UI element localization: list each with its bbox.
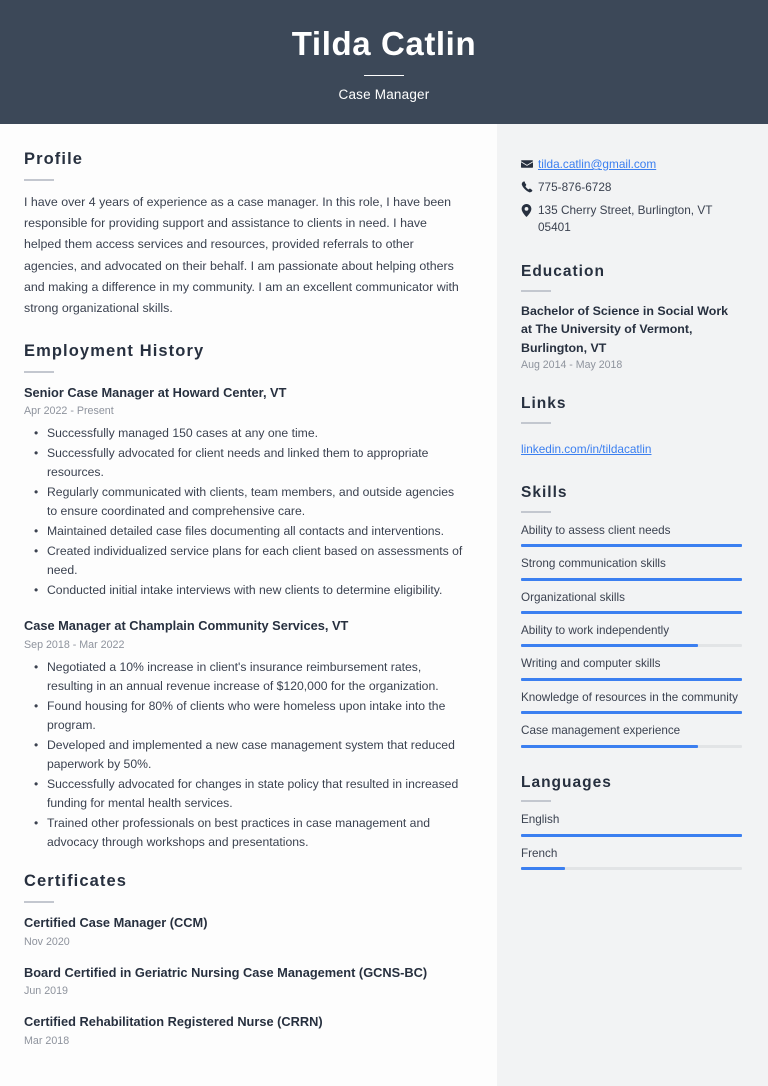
skills-heading: Skills <box>521 484 568 502</box>
bullet-item: • Regularly communicated with clients, team members, and outside agencies to ensure coordinated and comprehensive care. <box>24 483 467 521</box>
skill-item <box>521 723 742 747</box>
section-employment <box>24 342 467 853</box>
job-title: Case Manager at Champlain Community Services, VT <box>24 618 349 634</box>
skill-label: Strong communication skills <box>521 557 666 571</box>
contact-list <box>521 156 742 236</box>
education-title: Bachelor of Science in Social Work at The University of Vermont, Burlington, VT <box>521 303 729 355</box>
education-date: Aug 2014 - May 2018 <box>521 359 623 372</box>
heading-rule <box>521 422 551 424</box>
skill-bar-track <box>521 611 742 614</box>
language-item <box>521 812 742 836</box>
email-text[interactable]: tilda.catlin@gmail.com <box>538 157 657 171</box>
language-item <box>521 846 742 870</box>
contact-phone <box>521 179 742 196</box>
skill-bar-fill <box>521 611 742 614</box>
skill-bar-track <box>521 644 742 647</box>
bullet-item: • Created individualized service plans for each client based on assessments of need. <box>24 542 467 580</box>
skill-item <box>521 523 742 547</box>
employment-entry <box>24 617 467 852</box>
job-date: Apr 2022 - Present <box>24 405 114 418</box>
address-text: 135 Cherry Street, Burlington, VT 05401 <box>538 203 713 235</box>
job-bullets <box>24 658 467 852</box>
contact-address <box>521 202 742 236</box>
skill-bar-fill <box>521 544 742 547</box>
language-label: French <box>521 846 558 860</box>
skill-label: Case management experience <box>521 724 681 738</box>
map-pin-icon <box>521 202 538 217</box>
section-profile <box>24 150 467 320</box>
certificate-date: Mar 2018 <box>24 1034 70 1047</box>
skill-label: Writing and computer skills <box>521 657 661 671</box>
job-date: Sep 2018 - Mar 2022 <box>24 638 125 651</box>
skill-item <box>521 623 742 647</box>
heading-rule <box>521 511 551 513</box>
skill-bar-track <box>521 745 742 748</box>
language-bar-fill <box>521 867 565 870</box>
profile-heading: Profile <box>24 150 84 168</box>
education-heading: Education <box>521 263 605 281</box>
profile-text: I have over 4 years of experience as a case manager. In this role, I have been responsible for providing support and assistance to clients in need. I have helped them access services and resources, provided referrals to other agencies, and advocated on their behalf. I am passionate about helping others and making a difference in my community. I am an excellent communicator with strong organizational skills. <box>24 194 459 316</box>
language-bar-track <box>521 867 742 870</box>
links-heading: Links <box>521 395 567 413</box>
skill-bar-track <box>521 578 742 581</box>
skill-bar-fill <box>521 745 698 748</box>
skill-label: Ability to work independently <box>521 624 670 638</box>
employment-heading: Employment History <box>24 341 205 360</box>
skill-label: Knowledge of resources in the community <box>521 690 738 704</box>
sidebar-column <box>497 124 768 1086</box>
bullet-item: • Developed and implemented a new case management system that reduced paperwork by 50%. <box>24 736 467 774</box>
languages-heading: Languages <box>521 773 612 791</box>
bullet-item: • Successfully advocated for changes in state policy that resulted in increased funding for mental health services. <box>24 775 467 813</box>
bullet-item: • Successfully advocated for client needs and linked them to appropriate resources. <box>24 444 467 482</box>
envelope-icon <box>521 156 538 170</box>
certificate-date: Nov 2020 <box>24 935 70 948</box>
section-links <box>521 395 742 458</box>
employment-entry <box>24 384 467 601</box>
skill-bar-fill <box>521 678 742 681</box>
candidate-name: Tilda Catlin <box>291 25 477 63</box>
certificate-entry <box>24 1013 467 1049</box>
resume-body <box>0 124 768 1086</box>
bullet-item: • Successfully managed 150 cases at any one time. <box>24 424 467 443</box>
skill-bar-fill <box>521 578 742 581</box>
skill-label: Organizational skills <box>521 590 625 604</box>
job-title: Senior Case Manager at Howard Center, VT <box>24 384 287 400</box>
bullet-item: • Trained other professionals on best practices in case management and advocacy through workshops and presentations. <box>24 814 467 852</box>
skill-item <box>521 656 742 680</box>
bullet-item: • Found housing for 80% of clients who were homeless upon intake into the program. <box>24 697 467 735</box>
heading-rule <box>521 290 551 292</box>
skill-bar-track <box>521 678 742 681</box>
resume-header <box>0 0 768 124</box>
section-skills <box>521 484 742 747</box>
certificate-entry <box>24 964 467 1000</box>
phone-icon <box>521 179 538 193</box>
skill-label: Ability to assess client needs <box>521 523 671 537</box>
skill-bar-track <box>521 544 742 547</box>
skill-item <box>521 690 742 714</box>
certificate-entry <box>24 914 467 950</box>
candidate-role: Case Manager <box>338 86 430 102</box>
heading-rule <box>24 179 54 181</box>
language-label: English <box>521 813 560 827</box>
skill-bar-fill <box>521 711 742 714</box>
certificate-title: Certified Case Manager (CCM) <box>24 915 208 931</box>
bullet-item: • Negotiated a 10% increase in client's insurance reimbursement rates, resulting in an annual revenue increase of $120,000 for the organization. <box>24 658 467 696</box>
certificate-title: Board Certified in Geriatric Nursing Case Management (GCNS-BC) <box>24 964 428 980</box>
skill-bar-track <box>521 711 742 714</box>
language-bar-track <box>521 834 742 837</box>
education-entry <box>521 302 742 371</box>
skill-item <box>521 556 742 580</box>
language-bar-fill <box>521 834 742 837</box>
certificate-title: Certified Rehabilitation Registered Nurse (CRRN) <box>24 1014 323 1030</box>
certificate-date: Jun 2019 <box>24 985 68 998</box>
linkedin-link[interactable]: linkedin.com/in/tildacatlin <box>521 441 652 456</box>
section-certificates <box>24 872 467 1049</box>
job-bullets <box>24 424 467 600</box>
phone-text: 775-876-6728 <box>538 180 612 195</box>
bullet-item: • Maintained detailed case files documenting all contacts and interventions. <box>24 522 467 541</box>
heading-rule <box>24 371 54 373</box>
certificates-heading: Certificates <box>24 872 128 891</box>
skill-bar-fill <box>521 644 698 647</box>
section-languages <box>521 774 742 870</box>
heading-rule <box>521 800 551 802</box>
bullet-item: • Conducted initial intake interviews with new clients to determine eligibility. <box>24 581 467 600</box>
contact-email[interactable] <box>521 156 742 173</box>
section-education <box>521 263 742 371</box>
main-column <box>0 124 497 1086</box>
heading-rule <box>24 901 54 903</box>
skill-item <box>521 590 742 614</box>
header-divider <box>364 75 404 76</box>
